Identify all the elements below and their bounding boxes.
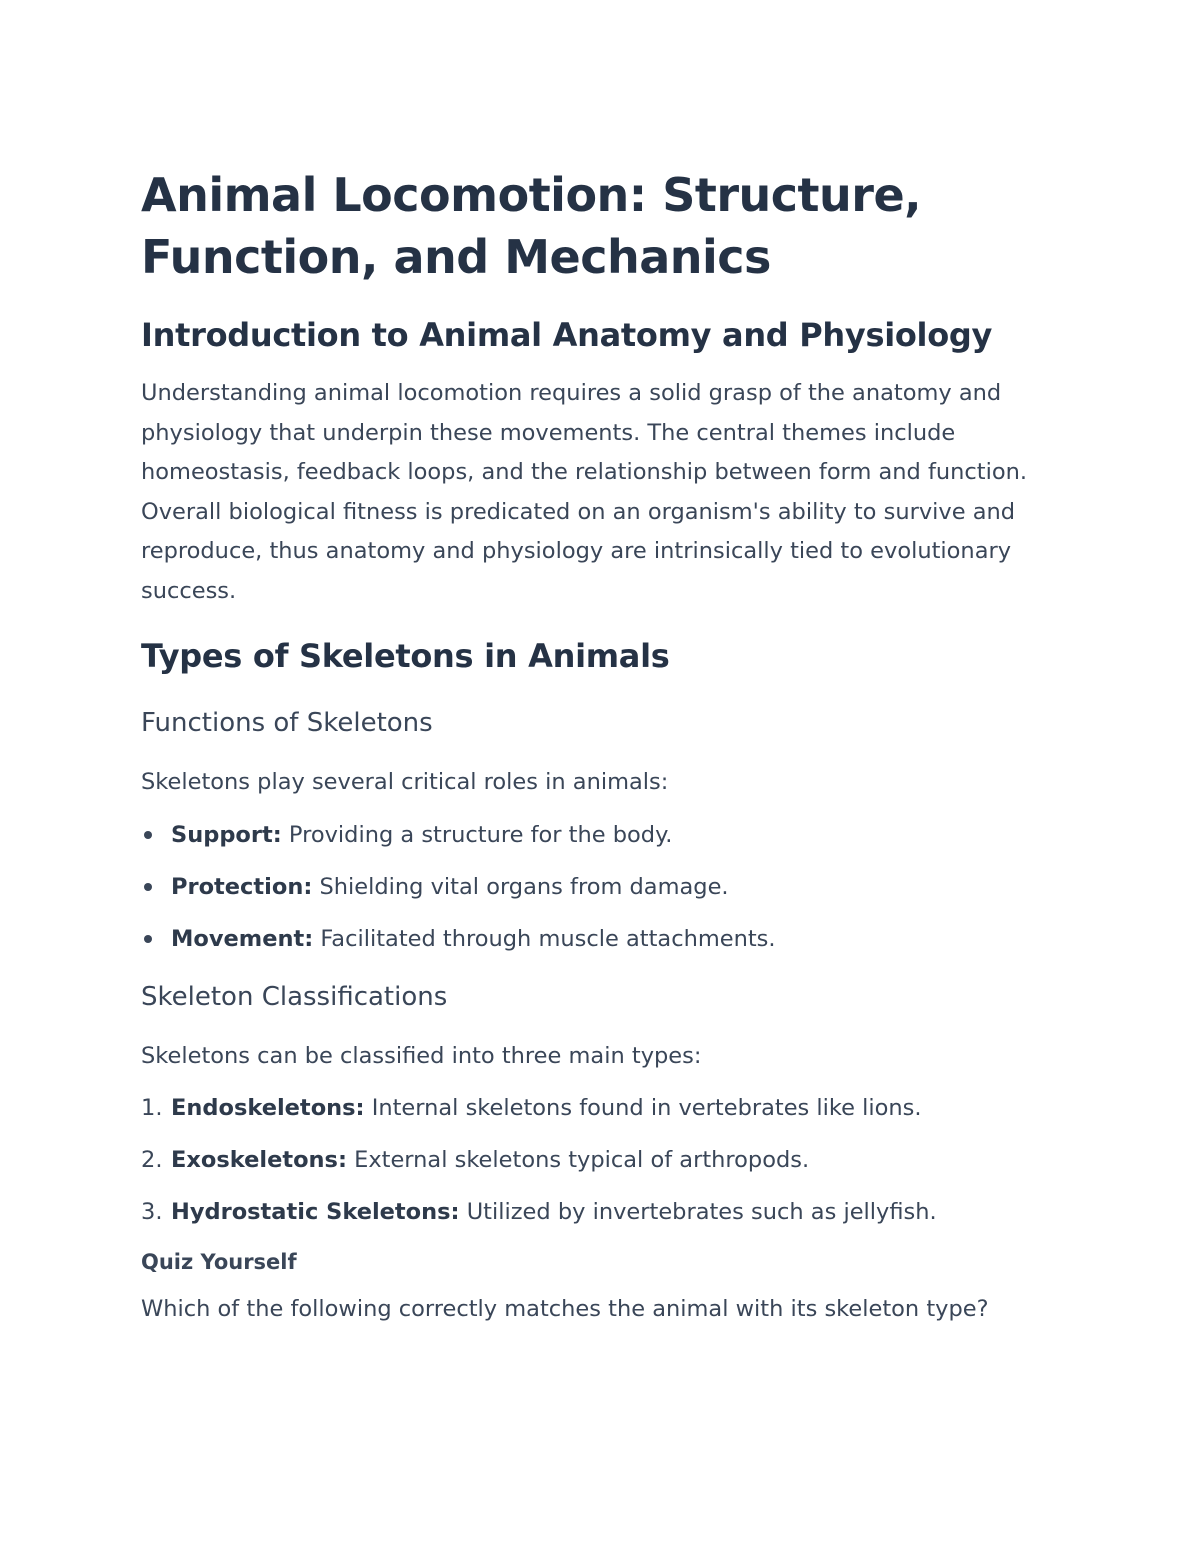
- list-item-text: Facilitated through muscle attachments.: [313, 925, 776, 952]
- functions-lead: Skeletons play several critical roles in animals:: [141, 769, 669, 795]
- functions-list: [141, 817, 1041, 957]
- classifications-list: [141, 1090, 1041, 1230]
- list-item-text: Internal skeletons found in vertebrates like lions.: [364, 1095, 922, 1121]
- bullet-icon: [144, 831, 152, 839]
- list-item: [141, 921, 1041, 957]
- classifications-heading: Skeleton Classifications: [141, 981, 448, 1012]
- list-item: [141, 1090, 1041, 1126]
- list-item-number: 3.: [141, 1199, 163, 1225]
- document-page: [141, 164, 1041, 1330]
- list-item-term: Exoskeletons:: [171, 1147, 347, 1173]
- list-item-term: Protection:: [171, 873, 313, 900]
- bullet-icon: [144, 883, 152, 891]
- list-item-text: External skeletons typical of arthropods.: [346, 1147, 810, 1173]
- list-item-term: Movement:: [171, 925, 314, 952]
- list-item-term: Support:: [171, 821, 282, 848]
- list-item-text: Utilized by invertebrates such as jellyfish.: [459, 1199, 937, 1225]
- skeleton-types-heading: Types of Skeletons in Animals: [141, 637, 670, 675]
- quiz-question: Which of the following correctly matches the animal with its skeleton type?: [141, 1296, 989, 1322]
- list-item-term: Hydrostatic Skeletons:: [171, 1199, 460, 1225]
- quiz-heading: Quiz Yourself: [141, 1250, 297, 1274]
- page-title: Animal Locomotion: Structure, Function, and Mechanics: [141, 168, 922, 284]
- list-item: [141, 1194, 1041, 1230]
- functions-heading: Functions of Skeletons: [141, 708, 433, 738]
- list-item: [141, 1142, 1041, 1178]
- list-item-text: Providing a structure for the body.: [281, 821, 673, 848]
- list-item-text: Shielding vital organs from damage.: [312, 873, 729, 900]
- list-item: [141, 817, 1041, 853]
- list-item-term: Endoskeletons:: [171, 1095, 365, 1121]
- intro-paragraph: Understanding animal locomotion requires a solid grasp of the anatomy and physiology that underpin these movements. The central themes include homeostasis, feedback loops, and the relationship between form and function. Overall biological fitness is predicated on an organism's ability to survive and reproduce, thus anatomy and physiology are intrinsically tied to evolutionary success.: [141, 380, 1028, 604]
- list-item-number: 1.: [141, 1095, 163, 1121]
- list-item: [141, 869, 1041, 905]
- classifications-lead: Skeletons can be classified into three main types:: [141, 1042, 702, 1069]
- bullet-icon: [144, 935, 152, 943]
- list-item-number: 2.: [141, 1147, 163, 1173]
- intro-heading: Introduction to Animal Anatomy and Physiology: [141, 316, 993, 354]
